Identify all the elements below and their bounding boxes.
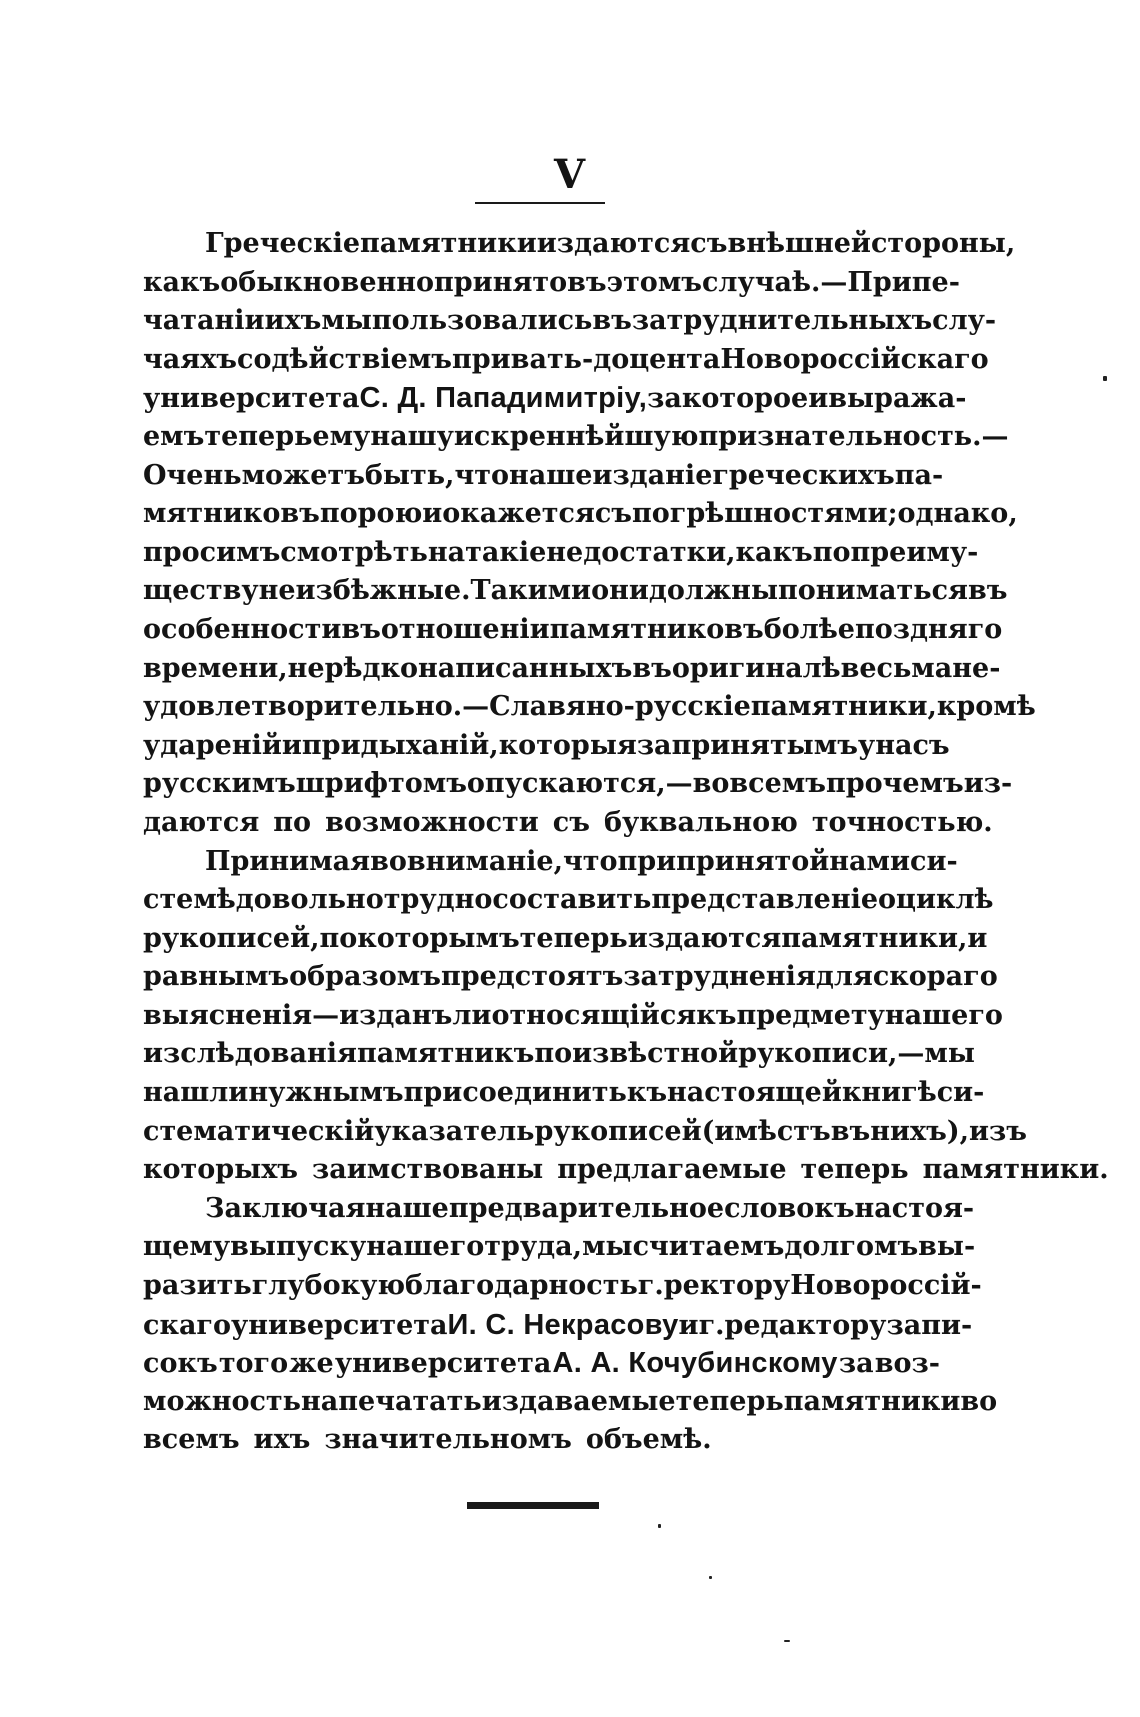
text-line bbox=[143, 881, 994, 920]
word: предлагаемые bbox=[557, 1154, 787, 1186]
word: емъ bbox=[143, 420, 205, 452]
word: во bbox=[370, 845, 407, 877]
text-line bbox=[143, 457, 944, 496]
word: чаяхъ bbox=[143, 343, 238, 375]
word: предварительное bbox=[448, 1192, 725, 1224]
word: си- bbox=[936, 1077, 985, 1109]
person-name: А. А. Кочубинскому bbox=[552, 1347, 838, 1380]
word: не- bbox=[952, 652, 1001, 684]
word: относящійся bbox=[491, 999, 697, 1031]
word: представленіе bbox=[651, 884, 879, 916]
word: наше bbox=[508, 459, 593, 491]
word: выража- bbox=[828, 383, 967, 415]
text-line bbox=[143, 1383, 998, 1422]
word: Такими bbox=[470, 575, 592, 607]
word: разить bbox=[143, 1270, 252, 1302]
word: какъ bbox=[143, 266, 221, 298]
word: университета bbox=[231, 1309, 448, 1341]
text-line bbox=[143, 958, 998, 997]
word: шрифтомъ bbox=[295, 768, 467, 800]
word: придыханій, bbox=[301, 729, 499, 761]
word: слово bbox=[724, 1192, 815, 1224]
word: за bbox=[647, 383, 682, 415]
text-line bbox=[143, 1228, 976, 1267]
text-line bbox=[143, 688, 1036, 727]
person-name: С. Д. Пападимитріу, bbox=[359, 382, 648, 415]
word: привать-доцента bbox=[452, 343, 721, 375]
word: быть, bbox=[364, 459, 455, 491]
word: издаются bbox=[536, 228, 691, 259]
word: неизбѣжные. bbox=[258, 575, 471, 607]
word: и bbox=[808, 383, 829, 415]
word: настоящей bbox=[667, 1077, 842, 1109]
word: щему bbox=[143, 1231, 231, 1263]
word: удареній bbox=[143, 729, 282, 761]
text-line bbox=[143, 341, 989, 380]
word: скаго bbox=[143, 1309, 231, 1341]
word: погрѣшностями; bbox=[632, 498, 898, 530]
word: изъ bbox=[969, 1115, 1027, 1147]
word: даются bbox=[143, 806, 260, 838]
word: книгѣ bbox=[841, 1077, 937, 1109]
word: университета bbox=[143, 383, 360, 415]
word: съ bbox=[594, 498, 633, 530]
word: пе- bbox=[911, 266, 960, 298]
word: нами bbox=[829, 845, 911, 877]
word: кромѣ bbox=[936, 691, 1036, 723]
text-line bbox=[143, 611, 1003, 650]
word: смотрѣть bbox=[280, 536, 428, 568]
word: въ bbox=[967, 575, 1008, 607]
word: циклѣ bbox=[896, 884, 994, 916]
word: Новороссійскаго bbox=[720, 343, 989, 375]
text-line bbox=[143, 379, 967, 418]
word: памятники. bbox=[922, 1154, 1109, 1186]
word: теперь bbox=[800, 1154, 909, 1186]
page-number: V bbox=[553, 151, 587, 198]
word: теперь bbox=[519, 922, 628, 954]
text-line bbox=[143, 650, 1001, 689]
text-line bbox=[143, 302, 997, 341]
word: значительномъ bbox=[324, 1424, 572, 1456]
word: вы- bbox=[918, 1231, 976, 1263]
word: искреннѣйшую bbox=[453, 420, 699, 452]
word: выясненія bbox=[143, 999, 313, 1031]
word: болѣе bbox=[763, 613, 855, 645]
word: которыхъ bbox=[143, 1154, 298, 1186]
word: Новороссій- bbox=[790, 1270, 982, 1302]
word: опускаются,— bbox=[466, 768, 693, 800]
word: предстоятъ bbox=[440, 961, 624, 993]
word: по bbox=[812, 536, 851, 568]
word: нашу bbox=[370, 420, 454, 452]
word: и bbox=[678, 1309, 699, 1341]
word: возможности bbox=[325, 806, 539, 838]
word: Заключая bbox=[205, 1192, 366, 1224]
word: считаемъ bbox=[632, 1231, 785, 1263]
word: изслѣдованія bbox=[143, 1038, 357, 1070]
word: нихъ), bbox=[870, 1115, 970, 1147]
paragraph-2 bbox=[143, 843, 1109, 1190]
word: въ bbox=[567, 266, 607, 298]
word: предмету bbox=[736, 999, 885, 1031]
word: изданъ bbox=[339, 999, 453, 1031]
word: редактору bbox=[724, 1309, 887, 1341]
word: такіе bbox=[465, 536, 547, 568]
word: памятники, bbox=[750, 691, 937, 723]
word: греческихъ bbox=[712, 459, 895, 491]
word: съ bbox=[690, 228, 728, 259]
word: въ bbox=[341, 613, 381, 645]
word: можетъ bbox=[241, 459, 365, 491]
word: си- bbox=[910, 845, 958, 877]
word: удовлетворительно. bbox=[143, 691, 463, 723]
word: ему bbox=[312, 420, 371, 452]
word: преиму- bbox=[850, 536, 979, 568]
word: нужнымъ bbox=[248, 1077, 404, 1109]
word: къ bbox=[626, 1077, 668, 1109]
text-line bbox=[143, 920, 988, 959]
word: насъ bbox=[875, 729, 950, 761]
text-line bbox=[143, 1074, 985, 1113]
word: трудно bbox=[383, 884, 493, 916]
word: случаѣ. bbox=[701, 266, 821, 298]
word: — bbox=[462, 691, 490, 723]
word: точностью. bbox=[811, 806, 993, 838]
word: воз- bbox=[874, 1348, 940, 1380]
word: па- bbox=[894, 459, 944, 491]
text-line bbox=[143, 418, 1009, 457]
word: памятникъ bbox=[356, 1038, 535, 1070]
text-line bbox=[143, 1267, 982, 1306]
word: — bbox=[312, 999, 340, 1031]
word: выпуску bbox=[230, 1231, 367, 1263]
word: прочемъ bbox=[825, 768, 964, 800]
print-speck bbox=[1103, 376, 1107, 381]
word: ректору bbox=[663, 1270, 791, 1302]
word: рукописи, bbox=[738, 1038, 898, 1070]
word: сокъ bbox=[143, 1348, 218, 1380]
word: порою bbox=[319, 498, 423, 530]
text-line bbox=[143, 727, 950, 766]
word: При bbox=[847, 266, 912, 298]
text-line bbox=[143, 495, 1018, 534]
word: должны bbox=[648, 575, 779, 607]
text-line bbox=[143, 534, 979, 573]
word: вниманіе, bbox=[406, 845, 563, 877]
word: при bbox=[617, 845, 677, 877]
text-line bbox=[143, 1035, 975, 1074]
word: — bbox=[897, 1038, 925, 1070]
word: окажется bbox=[442, 498, 595, 530]
word: нашего bbox=[366, 1231, 485, 1263]
word: мы bbox=[582, 1231, 633, 1263]
word: нерѣдко bbox=[287, 652, 418, 684]
word: за bbox=[636, 729, 672, 761]
word: по bbox=[534, 1038, 573, 1070]
word: стороны, bbox=[870, 228, 1016, 259]
word: для bbox=[815, 961, 873, 993]
word: затруднительныхъ bbox=[631, 305, 933, 337]
word: памятники bbox=[360, 228, 537, 259]
word: русскимъ bbox=[143, 768, 296, 800]
word: памятниковъ bbox=[549, 613, 764, 645]
text-line bbox=[143, 1113, 1027, 1152]
word: пониматься bbox=[778, 575, 968, 607]
word: принятымъ bbox=[671, 729, 858, 761]
word: за bbox=[838, 1348, 874, 1380]
word: долгомъ bbox=[784, 1231, 919, 1263]
word: глубокую bbox=[251, 1270, 406, 1302]
word: рукописей, bbox=[143, 922, 320, 954]
word: поздняго bbox=[854, 613, 1003, 645]
text-line bbox=[143, 1344, 940, 1383]
word: ли bbox=[452, 999, 492, 1031]
word: весьма bbox=[840, 652, 953, 684]
word: Славяно-русскіе bbox=[489, 691, 751, 723]
word: на bbox=[427, 536, 466, 568]
word: мы bbox=[924, 1038, 975, 1070]
word: же bbox=[289, 1348, 334, 1380]
word: что bbox=[562, 845, 618, 877]
word: недостатки, bbox=[546, 536, 736, 568]
print-speck bbox=[709, 1576, 712, 1579]
word: они bbox=[591, 575, 649, 607]
word: изданіе bbox=[592, 459, 713, 491]
word: въ bbox=[632, 652, 672, 684]
word: скораго bbox=[872, 961, 998, 993]
word: мятниковъ bbox=[143, 498, 320, 530]
word: всемъ bbox=[729, 768, 826, 800]
text-line bbox=[143, 264, 960, 303]
word: въ bbox=[830, 1115, 871, 1147]
word: внѣшней bbox=[727, 228, 871, 259]
word: во bbox=[960, 1385, 998, 1417]
word: присоединить bbox=[403, 1077, 627, 1109]
word: заимствованы bbox=[312, 1154, 544, 1186]
text-line bbox=[143, 804, 993, 843]
print-speck bbox=[658, 1524, 661, 1528]
word: довольно bbox=[235, 884, 384, 916]
word: просимъ bbox=[143, 536, 281, 568]
word: ществу bbox=[143, 575, 259, 607]
text-line bbox=[143, 1151, 1109, 1190]
word: къ bbox=[696, 999, 737, 1031]
text-line bbox=[143, 765, 1013, 804]
word: въ bbox=[592, 305, 632, 337]
print-speck bbox=[784, 1640, 790, 1642]
word: обыкновенно bbox=[220, 266, 435, 298]
word: нашли bbox=[143, 1077, 249, 1109]
word: содѣйствіемъ bbox=[237, 343, 453, 375]
word: образомъ bbox=[289, 961, 441, 993]
word: времени, bbox=[143, 652, 288, 684]
word: оригиналѣ bbox=[671, 652, 841, 684]
word: которое bbox=[681, 383, 809, 415]
word: равнымъ bbox=[143, 961, 290, 993]
word: мѣстъ bbox=[734, 1115, 831, 1147]
word: затрудненія bbox=[623, 961, 816, 993]
word: Очень bbox=[143, 459, 242, 491]
text-column bbox=[143, 225, 1109, 1460]
word: объемѣ. bbox=[585, 1424, 712, 1456]
word: написанныхъ bbox=[417, 652, 633, 684]
word: указатель bbox=[374, 1115, 535, 1147]
word: къ bbox=[814, 1192, 855, 1224]
word: стемѣ bbox=[143, 884, 236, 916]
word: составить bbox=[492, 884, 652, 916]
word: памятники, bbox=[781, 922, 968, 954]
person-name: И. С. Некрасову bbox=[447, 1308, 679, 1341]
word: Греческіе bbox=[205, 228, 361, 259]
word: отношеніи bbox=[380, 613, 550, 645]
word: которыя bbox=[498, 729, 637, 761]
header-rule bbox=[475, 202, 605, 204]
word: чатаніи bbox=[143, 305, 265, 337]
word: слу- bbox=[932, 305, 997, 337]
word: о bbox=[878, 884, 897, 916]
word: по bbox=[273, 806, 312, 838]
text-line bbox=[143, 997, 1003, 1036]
word: издаются bbox=[627, 922, 782, 954]
word: ихъ bbox=[264, 305, 322, 337]
word: у bbox=[857, 729, 876, 761]
closing-rule bbox=[467, 1502, 599, 1509]
word: особенности bbox=[143, 613, 342, 645]
word: всемъ bbox=[143, 1424, 240, 1456]
word: (и bbox=[701, 1115, 735, 1147]
word: этомъ bbox=[606, 266, 702, 298]
word: нашего bbox=[884, 999, 1003, 1031]
word: и bbox=[967, 922, 988, 954]
word: памятники bbox=[783, 1385, 961, 1417]
word: принято bbox=[434, 266, 568, 298]
word: признательность.— bbox=[698, 420, 1009, 452]
text-line bbox=[143, 1306, 973, 1345]
word: однако, bbox=[897, 498, 1018, 530]
word: наше bbox=[365, 1192, 449, 1224]
text-line bbox=[143, 1421, 940, 1460]
paragraph-3 bbox=[143, 1190, 998, 1460]
paragraph-1 bbox=[143, 225, 1036, 843]
word: съ bbox=[552, 806, 590, 838]
word: настоя- bbox=[854, 1192, 975, 1224]
word: из- bbox=[963, 768, 1013, 800]
word: г. bbox=[698, 1309, 725, 1341]
word: и bbox=[281, 729, 302, 761]
word: университета bbox=[334, 1348, 552, 1380]
word: благодарность bbox=[405, 1270, 638, 1302]
word: что bbox=[454, 459, 509, 491]
word: во bbox=[692, 768, 730, 800]
word: ихъ bbox=[253, 1424, 311, 1456]
word: издаваемые bbox=[481, 1385, 676, 1417]
text-line bbox=[143, 843, 958, 882]
word: пользовались bbox=[371, 305, 593, 337]
word: рукописей bbox=[534, 1115, 702, 1147]
word: извѣстной bbox=[572, 1038, 739, 1070]
word: г. bbox=[637, 1270, 664, 1302]
word: того bbox=[218, 1348, 289, 1380]
word: напечатать bbox=[301, 1385, 482, 1417]
word: какъ bbox=[735, 536, 813, 568]
text-line bbox=[143, 1190, 975, 1229]
word: мы bbox=[321, 305, 372, 337]
word: по bbox=[319, 922, 358, 954]
word: теперь bbox=[204, 420, 313, 452]
word: — bbox=[820, 266, 848, 298]
word: Принимая bbox=[205, 845, 371, 877]
word: которымъ bbox=[357, 922, 520, 954]
word: запи- bbox=[886, 1309, 973, 1341]
word: и bbox=[422, 498, 443, 530]
word: труда, bbox=[484, 1231, 583, 1263]
word: стематическій bbox=[143, 1115, 375, 1147]
word: буквальною bbox=[603, 806, 798, 838]
word: можность bbox=[143, 1385, 301, 1417]
word: теперь bbox=[675, 1385, 784, 1417]
word: принятой bbox=[676, 845, 830, 877]
text-line bbox=[143, 225, 1016, 264]
text-line bbox=[143, 572, 1008, 611]
